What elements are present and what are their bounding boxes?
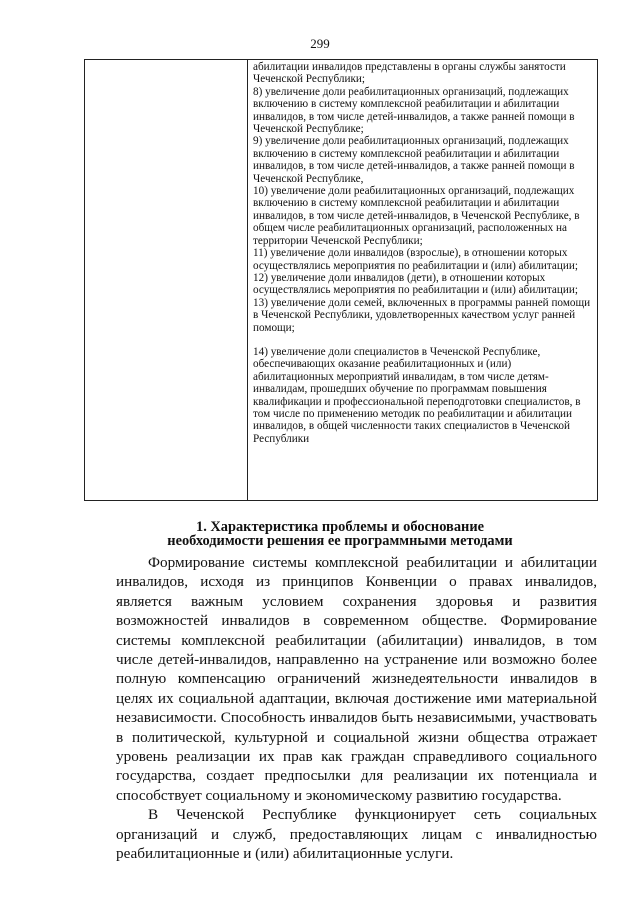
table-line: 13) увеличение доли семей, включенных в программы ранней помощи в Чеченской Республики, удовлетворенных качеством услуг ранней помощи;: [253, 296, 591, 334]
table-line: 12) увеличение доли инвалидов (дети), в отношении которых осуществлялись мероприятия по реабилитации и (или) абилитации;: [253, 271, 578, 297]
body-paragraph: В Чеченской Республике функционирует сеть социальных организаций и служб, предоставляющих лицам с инвалидностью реабилитационные и (или) абилитационные услуги.: [116, 806, 597, 863]
table-line: 11) увеличение доли инвалидов (взрослые), в отношении которых осуществлялись мероприятия по реабилитации и (или) абилитации;: [253, 247, 578, 272]
section-heading-line1: 1. Характеристика проблемы и обоснование: [196, 519, 484, 535]
section-body: [116, 553, 597, 864]
body-paragraph: Формирование системы комплексной реабилитации и абилитации инвалидов, исходя из принципов Конвенции о правах инвалидов, является важным условием сохранения здоровья и развития возможностей инвалидов в современном обществе. Формирование системы комплексной реабилитации (абилитации) инвалидов, в том числе детей-инвалидов, направленно на устранение или возможно более полную компенсацию ограничений жизнедеятельности инвалидов в целях их социальной адаптации, включая достижение ими материальной независимости. Способность инвалидов быть независимыми, участвовать в политической, культурной и социальной жизни общества отражает уровень реализации их прав как граждан справедливого социального государства, создает предпосылки для реализации их потенциала и способствует социальному и экономическому развитию государства.: [116, 554, 597, 804]
table-line: 14) увеличение доли специалистов в Чеченской Республике, обеспечивающих оказание реабилитационных и (или) абилитационных мероприятий инвалидам, в том числе детям-инвалидам, прошедших обучение по программам повышения квалификации и профессиональной переподготовки специалистов, в том числе по применению методик по реабилитации и абилитации инвалидов, в общей численности таких специалистов в Чеченской Республики: [253, 345, 581, 445]
section-heading-line2: необходимости решения ее программными методами: [167, 533, 513, 550]
table-right-cell: [248, 60, 597, 500]
table-line: 8) увеличение доли реабилитационных организаций, подлежащих включению в систему комплексной реабилитации и абилитации инвалидов, в том числе детей-инвалидов, а также ранней помощи в Чеченской Республике;: [253, 85, 575, 136]
indicators-table: [84, 59, 598, 501]
page-number: 299: [310, 36, 330, 51]
table-line: 9) увеличение доли реабилитационных организаций, подлежащих включению в систему комплексной реабилитации и абилитации инвалидов, в том числе детей-инвалидов, а также ранней помощи в Чеченской Республике,: [253, 135, 575, 185]
table-left-cell: [85, 60, 248, 500]
table-line: 10) увеличение доли реабилитационных организаций, подлежащих включению в систему комплексной реабилитации и абилитации инвалидов, в том числе детей-инвалидов, в Чеченской Республике, в общем числе реабилитационных организаций, расположенных на территории Чеченской Республики;: [253, 185, 580, 247]
section-heading: [120, 520, 560, 548]
table-line: абилитации инвалидов представлены в органы службы занятости Чеченской Республики;: [253, 61, 566, 86]
